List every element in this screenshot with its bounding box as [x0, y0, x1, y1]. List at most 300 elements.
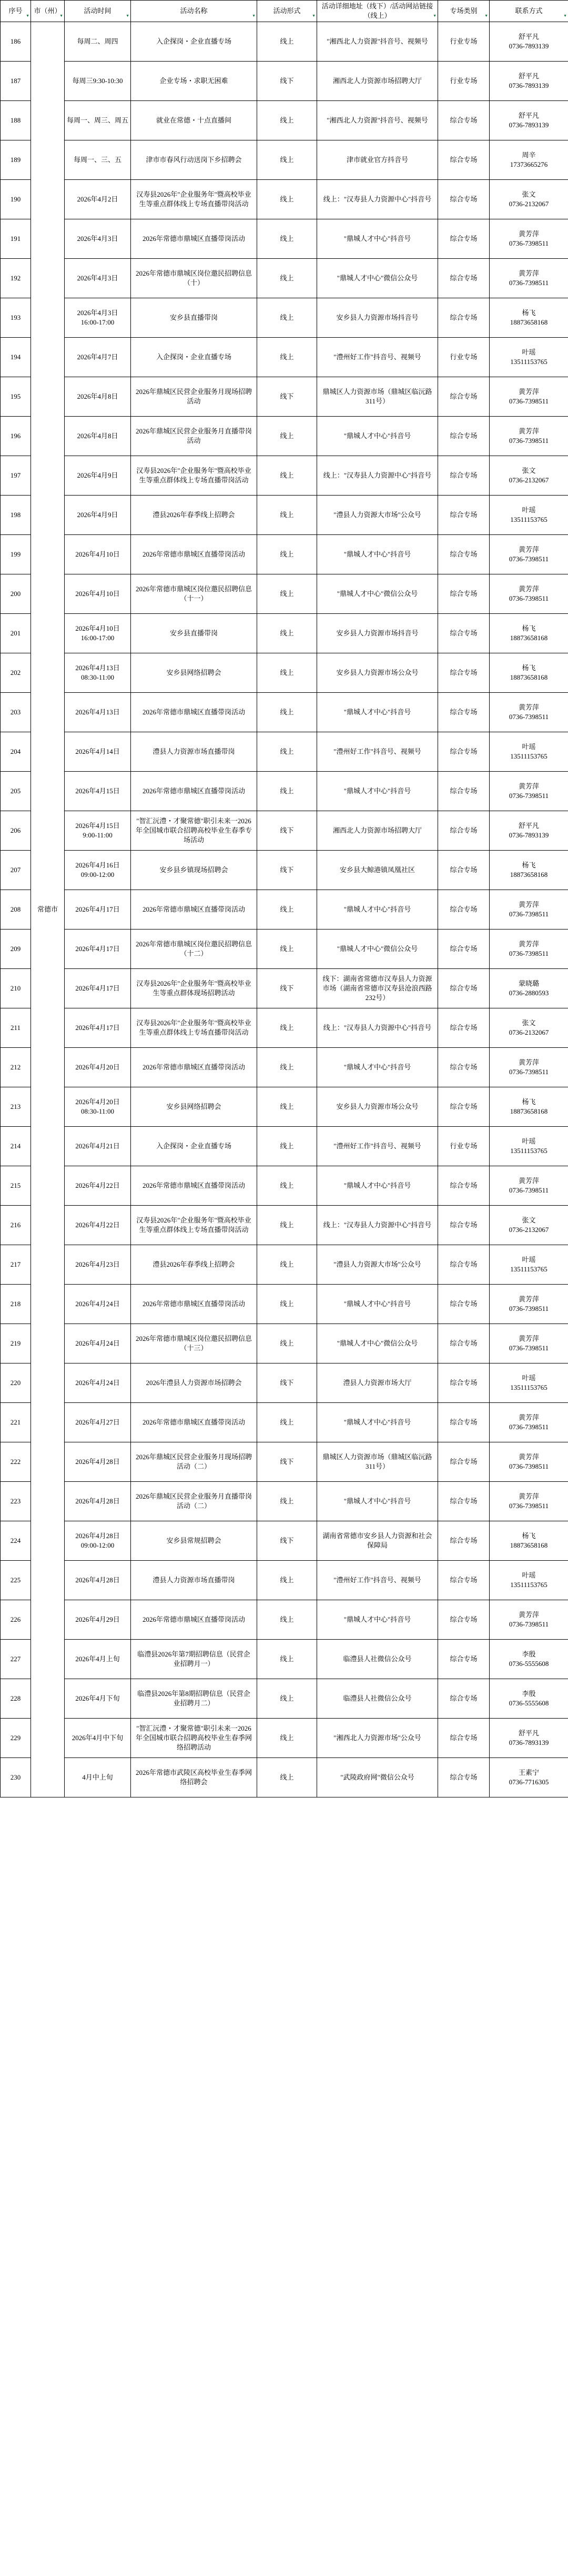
- cell-contact: [490, 890, 568, 930]
- cell-addr: 鼎城区人力资源市场（鼎城区临沅路311号）: [317, 1442, 438, 1482]
- cell-type: 综合专场: [438, 298, 490, 338]
- contact-name: 王素宁: [518, 1769, 539, 1776]
- cell-contact: [490, 496, 568, 535]
- cell-type: 综合专场: [438, 1482, 490, 1521]
- cell-time-line: 2026年4月28日: [75, 1576, 120, 1584]
- cell-form: 线上: [257, 614, 317, 653]
- col-addr[interactable]: [317, 1, 438, 22]
- cell-type: 综合专场: [438, 1679, 490, 1719]
- filter-dropdown-icon[interactable]: ▼: [312, 14, 316, 18]
- table-row: [1, 496, 568, 535]
- cell-type: 综合专场: [438, 1758, 490, 1797]
- filter-dropdown-icon[interactable]: ▼: [26, 14, 29, 18]
- col-seq-label: 序号: [8, 7, 23, 15]
- cell-addr: 津市就业官方抖音号: [317, 140, 438, 180]
- cell-contact: [490, 417, 568, 456]
- contact-name: 黄芳萍: [518, 940, 539, 948]
- cell-seq: 197: [1, 456, 31, 496]
- cell-time: [65, 1048, 131, 1087]
- col-name-label: 活动名称: [180, 7, 208, 15]
- table-row: [1, 298, 568, 338]
- cell-time-line: 2026年4月9日: [77, 471, 118, 479]
- cell-type: 综合专场: [438, 693, 490, 732]
- cell-contact: [490, 377, 568, 417]
- cell-name: 2026年常德市鼎城区直播带岗活动: [131, 1048, 257, 1087]
- cell-form: 线上: [257, 535, 317, 574]
- cell-time: [65, 653, 131, 693]
- cell-time: [65, 969, 131, 1008]
- contact-phone: 0736-2132067: [509, 1028, 549, 1036]
- cell-name: 2026年常德市鼎城区直播带岗活动: [131, 693, 257, 732]
- cell-seq: 187: [1, 62, 31, 101]
- cell-seq: 199: [1, 535, 31, 574]
- col-contact[interactable]: [490, 1, 568, 22]
- cell-time-line: 2026年4月24日: [75, 1300, 120, 1308]
- cell-form: 线上: [257, 1640, 317, 1679]
- col-seq[interactable]: [1, 1, 31, 22]
- cell-seq: 215: [1, 1166, 31, 1206]
- cell-time-line: 2026年4月13日: [75, 664, 120, 672]
- cell-name: 2026年常德市鼎城区直播带岗活动: [131, 1166, 257, 1206]
- cell-name: 汉寿县2026年"企业服务年"暨高校毕业生等重点群体线上专场直播带岗活动: [131, 456, 257, 496]
- contact-name: 黄芳萍: [518, 1177, 539, 1185]
- col-type[interactable]: [438, 1, 490, 22]
- cell-addr: "澧县人力资源大市场"公众号: [317, 496, 438, 535]
- cell-time-line: 2026年4月24日: [75, 1379, 120, 1387]
- contact-name: 张文: [522, 1216, 536, 1224]
- table-row: [1, 1008, 568, 1048]
- col-city-label: 市（州）: [34, 7, 62, 15]
- cell-addr: "鼎城人才中心"抖音号: [317, 1048, 438, 1087]
- cell-contact: [490, 1008, 568, 1048]
- cell-contact: [490, 456, 568, 496]
- filter-dropdown-icon[interactable]: ▼: [126, 14, 129, 18]
- cell-addr: 临澧县人社微信公众号: [317, 1679, 438, 1719]
- col-time[interactable]: [65, 1, 131, 22]
- contact-phone: 0736-7398511: [509, 1423, 549, 1431]
- contact-name: 舒平凡: [518, 72, 539, 80]
- cell-seq: 211: [1, 1008, 31, 1048]
- contact-name: 黄芳萍: [518, 427, 539, 435]
- cell-time: [65, 1285, 131, 1324]
- cell-time-line: 2026年4月13日: [75, 708, 120, 716]
- cell-seq: 190: [1, 180, 31, 219]
- contact-name: 李殷: [522, 1690, 536, 1698]
- cell-time-line: 16:00-17:00: [80, 318, 115, 326]
- filter-dropdown-icon[interactable]: ▼: [433, 14, 437, 18]
- cell-name: 澧县2026年春季线上招聘会: [131, 1245, 257, 1285]
- table-row: [1, 851, 568, 890]
- cell-type: 行业专场: [438, 338, 490, 377]
- cell-name: 2026年常德市鼎城区岗位邀民招聘信息（十）: [131, 259, 257, 298]
- cell-time-line: 2026年4月9日: [77, 511, 118, 519]
- contact-name: 杨飞: [522, 664, 536, 672]
- cell-name: 安乡县直播带岗: [131, 298, 257, 338]
- cell-addr: 湘西北人力资源市场招聘大厅: [317, 811, 438, 851]
- cell-form: 线下: [257, 1442, 317, 1482]
- cell-contact: [490, 101, 568, 140]
- contact-name: 叶瑶: [522, 348, 536, 356]
- cell-name: 临澧县2026年第8期招聘信息（民营企业招聘月二）: [131, 1679, 257, 1719]
- contact-phone: 13511153765: [510, 358, 547, 366]
- cell-contact: [490, 930, 568, 969]
- cell-type: 综合专场: [438, 1206, 490, 1245]
- cell-type: 综合专场: [438, 456, 490, 496]
- cell-type: 综合专场: [438, 140, 490, 180]
- cell-name: 汉寿县2026年"企业服务年"暨高校毕业生等重点群体线上专场直播带岗活动: [131, 1008, 257, 1048]
- cell-name: 汉寿县2026年"企业服务年"暨高校毕业生等重点群体线上专场直播带岗活动: [131, 1206, 257, 1245]
- table-row: [1, 890, 568, 930]
- contact-name: 黄芳萍: [518, 1058, 539, 1066]
- cell-time-line: 09:00-12:00: [80, 871, 115, 878]
- table-row: [1, 693, 568, 732]
- cell-type: 综合专场: [438, 851, 490, 890]
- cell-name: 安乡县常规招聘会: [131, 1521, 257, 1561]
- cell-time: [65, 1442, 131, 1482]
- cell-time-line: 2026年4月3日: [77, 235, 118, 243]
- contact-phone: 0736-2132067: [509, 200, 549, 208]
- table-row: [1, 62, 568, 101]
- cell-time-line: 2026年4月23日: [75, 1260, 120, 1268]
- filter-dropdown-icon[interactable]: ▼: [59, 14, 63, 18]
- cell-seq: 220: [1, 1363, 31, 1403]
- cell-time: [65, 219, 131, 259]
- table-row: [1, 772, 568, 811]
- table-row: [1, 259, 568, 298]
- cell-name: 2026年常德市鼎城区直播带岗活动: [131, 535, 257, 574]
- cell-contact: [490, 1482, 568, 1521]
- cell-time-line: 2026年4月28日: [75, 1497, 120, 1505]
- cell-type: 综合专场: [438, 1363, 490, 1403]
- cell-time: [65, 1561, 131, 1600]
- contact-phone: 13511153765: [510, 1147, 547, 1155]
- table-row: [1, 811, 568, 851]
- table-row: [1, 930, 568, 969]
- contact-name: 黄芳萍: [518, 585, 539, 593]
- cell-contact: [490, 535, 568, 574]
- table-row: [1, 180, 568, 219]
- cell-name: 入企探岗・企业直播专场: [131, 338, 257, 377]
- cell-type: 综合专场: [438, 1561, 490, 1600]
- cell-time: [65, 1482, 131, 1521]
- contact-name: 黄芳萍: [518, 1335, 539, 1342]
- contact-name: 舒平凡: [518, 112, 539, 119]
- contact-phone: 13511153765: [510, 1383, 547, 1391]
- cell-time-line: 08:30-11:00: [80, 1107, 115, 1115]
- cell-time: [65, 180, 131, 219]
- contact-name: 黄芳萍: [518, 545, 539, 553]
- cell-type: 行业专场: [438, 22, 490, 62]
- contact-name: 黄芳萍: [518, 1453, 539, 1461]
- cell-contact: [490, 614, 568, 653]
- cell-type: 综合专场: [438, 969, 490, 1008]
- cell-type: 综合专场: [438, 890, 490, 930]
- table-row: [1, 1758, 568, 1797]
- cell-time: [65, 140, 131, 180]
- cell-name: 2026年常德市鼎城区岗位邀民招聘信息（十一）: [131, 574, 257, 614]
- cell-form: 线上: [257, 732, 317, 772]
- cell-form: 线上: [257, 1127, 317, 1166]
- cell-seq: 217: [1, 1245, 31, 1285]
- contact-name: 杨飞: [522, 309, 536, 317]
- cell-contact: [490, 1640, 568, 1679]
- cell-contact: [490, 1521, 568, 1561]
- cell-form: 线上: [257, 1087, 317, 1127]
- cell-contact: [490, 1600, 568, 1640]
- col-addr-label: 活动详细地址（线下）/活动网站链接（线上）: [321, 2, 433, 19]
- cell-type: 综合专场: [438, 653, 490, 693]
- cell-form: 线上: [257, 1758, 317, 1797]
- cell-form: 线上: [257, 1206, 317, 1245]
- cell-form: 线下: [257, 1521, 317, 1561]
- cell-seq: 188: [1, 101, 31, 140]
- cell-name: 临澧县2026年第7期招聘信息（民营企业招聘月一）: [131, 1640, 257, 1679]
- contact-phone: 0736-7893139: [509, 42, 549, 50]
- cell-time-line: 2026年4月28日: [75, 1532, 120, 1540]
- cell-contact: [490, 180, 568, 219]
- cell-form: 线下: [257, 1363, 317, 1403]
- cell-contact: [490, 969, 568, 1008]
- cell-contact: [490, 1048, 568, 1087]
- cell-name: 2026年常德市鼎城区直播带岗活动: [131, 772, 257, 811]
- table-row: [1, 1403, 568, 1442]
- cell-addr: "澧县人力资源大市场"公众号: [317, 1245, 438, 1285]
- cell-name: 入企探岗・企业直播专场: [131, 22, 257, 62]
- cell-time-line: 09:00-12:00: [80, 1541, 115, 1549]
- cell-time-line: 2026年4月17日: [75, 945, 120, 953]
- cell-form: 线上: [257, 772, 317, 811]
- contact-phone: 18873658168: [510, 318, 548, 326]
- cell-addr: "鼎城人才中心"抖音号: [317, 772, 438, 811]
- cell-contact: [490, 1561, 568, 1600]
- contact-phone: 0736-7398511: [509, 1068, 549, 1076]
- col-form[interactable]: [257, 1, 317, 22]
- cell-seq: 210: [1, 969, 31, 1008]
- cell-time-line: 2026年4月16日: [75, 861, 120, 869]
- cell-name: 就业在常德・十点直播间: [131, 101, 257, 140]
- cell-seq: 219: [1, 1324, 31, 1363]
- cell-contact: [490, 851, 568, 890]
- contact-name: 杨飞: [522, 624, 536, 632]
- cell-name: 2026年常德市鼎城区直播带岗活动: [131, 1600, 257, 1640]
- cell-time: [65, 456, 131, 496]
- cell-time-line: 4月中上旬: [82, 1773, 113, 1781]
- filter-dropdown-icon[interactable]: ▼: [563, 14, 567, 18]
- cell-addr: "湘西北人力资源"抖音号、视频号: [317, 101, 438, 140]
- cell-name: 2026年常德市鼎城区岗位邀民招聘信息（十二）: [131, 930, 257, 969]
- cell-contact: [490, 772, 568, 811]
- cell-type: 综合专场: [438, 614, 490, 653]
- cell-type: 行业专场: [438, 1127, 490, 1166]
- table-row: [1, 1600, 568, 1640]
- cell-time: [65, 1087, 131, 1127]
- table-row: [1, 653, 568, 693]
- cell-time: [65, 259, 131, 298]
- cell-time-line: 2026年4月8日: [77, 392, 118, 400]
- contact-name: 蒙晓璐: [518, 979, 539, 987]
- cell-time-line: 2026年4月10日: [75, 590, 120, 598]
- cell-addr: "湘西北人力资源"抖音号、视频号: [317, 22, 438, 62]
- cell-time-line: 每周一、三、五: [73, 156, 121, 164]
- cell-name: 2026年常德市武陵区高校毕业生春季网络招聘会: [131, 1758, 257, 1797]
- contact-phone: 0736-7398511: [509, 397, 549, 405]
- cell-addr: "澧州好工作"抖音号、视频号: [317, 1127, 438, 1166]
- contact-name: 杨飞: [522, 1098, 536, 1106]
- filter-dropdown-icon[interactable]: ▼: [484, 14, 488, 18]
- filter-dropdown-icon[interactable]: ▼: [252, 14, 256, 18]
- cell-seq: 213: [1, 1087, 31, 1127]
- cell-form: 线上: [257, 574, 317, 614]
- contact-name: 黄芳萍: [518, 1492, 539, 1500]
- cell-time: [65, 890, 131, 930]
- cell-form: 线上: [257, 1285, 317, 1324]
- cell-addr: "鼎城人才中心"微信公众号: [317, 1324, 438, 1363]
- contact-name: 黄芳萍: [518, 1611, 539, 1619]
- cell-type: 综合专场: [438, 1403, 490, 1442]
- cell-contact: [490, 1245, 568, 1285]
- cell-addr: "澧州好工作"抖音号、视频号: [317, 732, 438, 772]
- contact-phone: 18873658168: [510, 634, 548, 642]
- cell-time: [65, 1403, 131, 1442]
- cell-time-line: 2026年4月上旬: [75, 1655, 120, 1663]
- contact-phone: 0736-7893139: [509, 121, 549, 129]
- contact-name: 叶瑶: [522, 1256, 536, 1264]
- cell-seq: 201: [1, 614, 31, 653]
- cell-seq: 186: [1, 22, 31, 62]
- contact-phone: 0736-7398511: [509, 792, 549, 800]
- cell-time-line: 2026年4月27日: [75, 1418, 120, 1426]
- contact-name: 杨飞: [522, 1532, 536, 1540]
- cell-form: 线上: [257, 1166, 317, 1206]
- cell-time: [65, 1127, 131, 1166]
- cell-addr: 澧县人力资源市场大厅: [317, 1363, 438, 1403]
- cell-addr: 线下：湖南省常德市汉寿县人力资源市场（湖南省常德市汉寿县沧浪西路232号）: [317, 969, 438, 1008]
- cell-time: [65, 338, 131, 377]
- cell-name: 2026年澧县人力资源市场招聘会: [131, 1363, 257, 1403]
- cell-time: [65, 1324, 131, 1363]
- col-form-label: 活动形式: [273, 7, 301, 15]
- cell-seq: 227: [1, 1640, 31, 1679]
- cell-type: 综合专场: [438, 1166, 490, 1206]
- cell-type: 综合专场: [438, 417, 490, 456]
- cell-addr: 湘西北人力资源市场招聘大厅: [317, 62, 438, 101]
- cell-time-line: 2026年4月21日: [75, 1142, 120, 1150]
- cell-contact: [490, 1403, 568, 1442]
- contact-name: 张文: [522, 190, 536, 198]
- cell-form: 线上: [257, 1048, 317, 1087]
- cell-contact: [490, 1679, 568, 1719]
- contact-name: 李殷: [522, 1650, 536, 1658]
- cell-time-line: 2026年4月17日: [75, 1024, 120, 1032]
- cell-city: 常德市: [31, 22, 65, 1797]
- contact-phone: 0736-7398511: [509, 1462, 549, 1470]
- cell-time-line: 每周二、周四: [77, 37, 118, 45]
- cell-time-line: 2026年4月10日: [75, 624, 120, 632]
- cell-addr: "鼎城人才中心"抖音号: [317, 1403, 438, 1442]
- cell-type: 综合专场: [438, 930, 490, 969]
- cell-type: 综合专场: [438, 535, 490, 574]
- contact-phone: 0736-7398511: [509, 437, 549, 445]
- cell-form: 线上: [257, 180, 317, 219]
- col-city[interactable]: [31, 1, 65, 22]
- table-row: [1, 1640, 568, 1679]
- cell-addr: "澧州好工作"抖音号、视频号: [317, 1561, 438, 1600]
- cell-type: 综合专场: [438, 1521, 490, 1561]
- table-row: [1, 969, 568, 1008]
- cell-form: 线下: [257, 969, 317, 1008]
- contact-phone: 0736-7398511: [509, 555, 549, 563]
- cell-time: [65, 1600, 131, 1640]
- cell-seq: 207: [1, 851, 31, 890]
- cell-addr: "鼎城人才中心"微信公众号: [317, 259, 438, 298]
- cell-seq: 214: [1, 1127, 31, 1166]
- cell-time: [65, 574, 131, 614]
- cell-time: [65, 1758, 131, 1797]
- cell-contact: [490, 1719, 568, 1758]
- cell-contact: [490, 338, 568, 377]
- cell-time-line: 2026年4月14日: [75, 747, 120, 755]
- cell-form: 线上: [257, 1324, 317, 1363]
- cell-name: 2026年鼎城区民营企业服务月现场招聘活动: [131, 377, 257, 417]
- table-row: [1, 1206, 568, 1245]
- contact-phone: 0736-2132067: [509, 1226, 549, 1234]
- cell-time: [65, 62, 131, 101]
- contact-phone: 13511153765: [510, 752, 547, 760]
- cell-time-line: 2026年4月22日: [75, 1221, 120, 1229]
- cell-time-line: 2026年4月15日: [75, 822, 120, 830]
- cell-time-line: 每周三9:30-10:30: [72, 77, 123, 85]
- cell-time-line: 2026年4月10日: [75, 550, 120, 558]
- cell-time-line: 2026年4月3日: [77, 274, 118, 282]
- cell-form: 线上: [257, 338, 317, 377]
- cell-form: 线上: [257, 496, 317, 535]
- cell-time-line: 2026年4月15日: [75, 787, 120, 795]
- contact-phone: 13511153765: [510, 516, 547, 523]
- col-name[interactable]: [131, 1, 257, 22]
- cell-type: 综合专场: [438, 1087, 490, 1127]
- cell-seq: 230: [1, 1758, 31, 1797]
- table-row: [1, 338, 568, 377]
- cell-seq: 209: [1, 930, 31, 969]
- contact-phone: 0736-7398511: [509, 1305, 549, 1312]
- cell-time: [65, 1206, 131, 1245]
- cell-addr: "鼎城人才中心"抖音号: [317, 1166, 438, 1206]
- cell-seq: 208: [1, 890, 31, 930]
- cell-addr: "鼎城人才中心"抖音号: [317, 1285, 438, 1324]
- cell-time: [65, 298, 131, 338]
- contact-phone: 0736-7398511: [509, 1620, 549, 1628]
- cell-seq: 204: [1, 732, 31, 772]
- cell-form: 线上: [257, 22, 317, 62]
- cell-addr: 鼎城区人力资源市场（鼎城区临沅路311号）: [317, 377, 438, 417]
- cell-addr: "鼎城人才中心"微信公众号: [317, 930, 438, 969]
- cell-addr: 安乡县人力资源市场抖音号: [317, 298, 438, 338]
- contact-phone: 0736-2132067: [509, 476, 549, 484]
- cell-type: 综合专场: [438, 1719, 490, 1758]
- table-row: [1, 417, 568, 456]
- cell-form: 线上: [257, 1561, 317, 1600]
- cell-type: 综合专场: [438, 101, 490, 140]
- table-row: [1, 1521, 568, 1561]
- cell-name: 安乡县直播带岗: [131, 614, 257, 653]
- cell-time-line: 2026年4月28日: [75, 1458, 120, 1466]
- col-contact-label: 联系方式: [515, 7, 543, 15]
- cell-addr: 线上："汉寿县人力资源中心"抖音号: [317, 1206, 438, 1245]
- cell-name: 入企探岗・企业直播专场: [131, 1127, 257, 1166]
- cell-time: [65, 535, 131, 574]
- cell-time: [65, 732, 131, 772]
- cell-addr: 线上："汉寿县人力资源中心"抖音号: [317, 180, 438, 219]
